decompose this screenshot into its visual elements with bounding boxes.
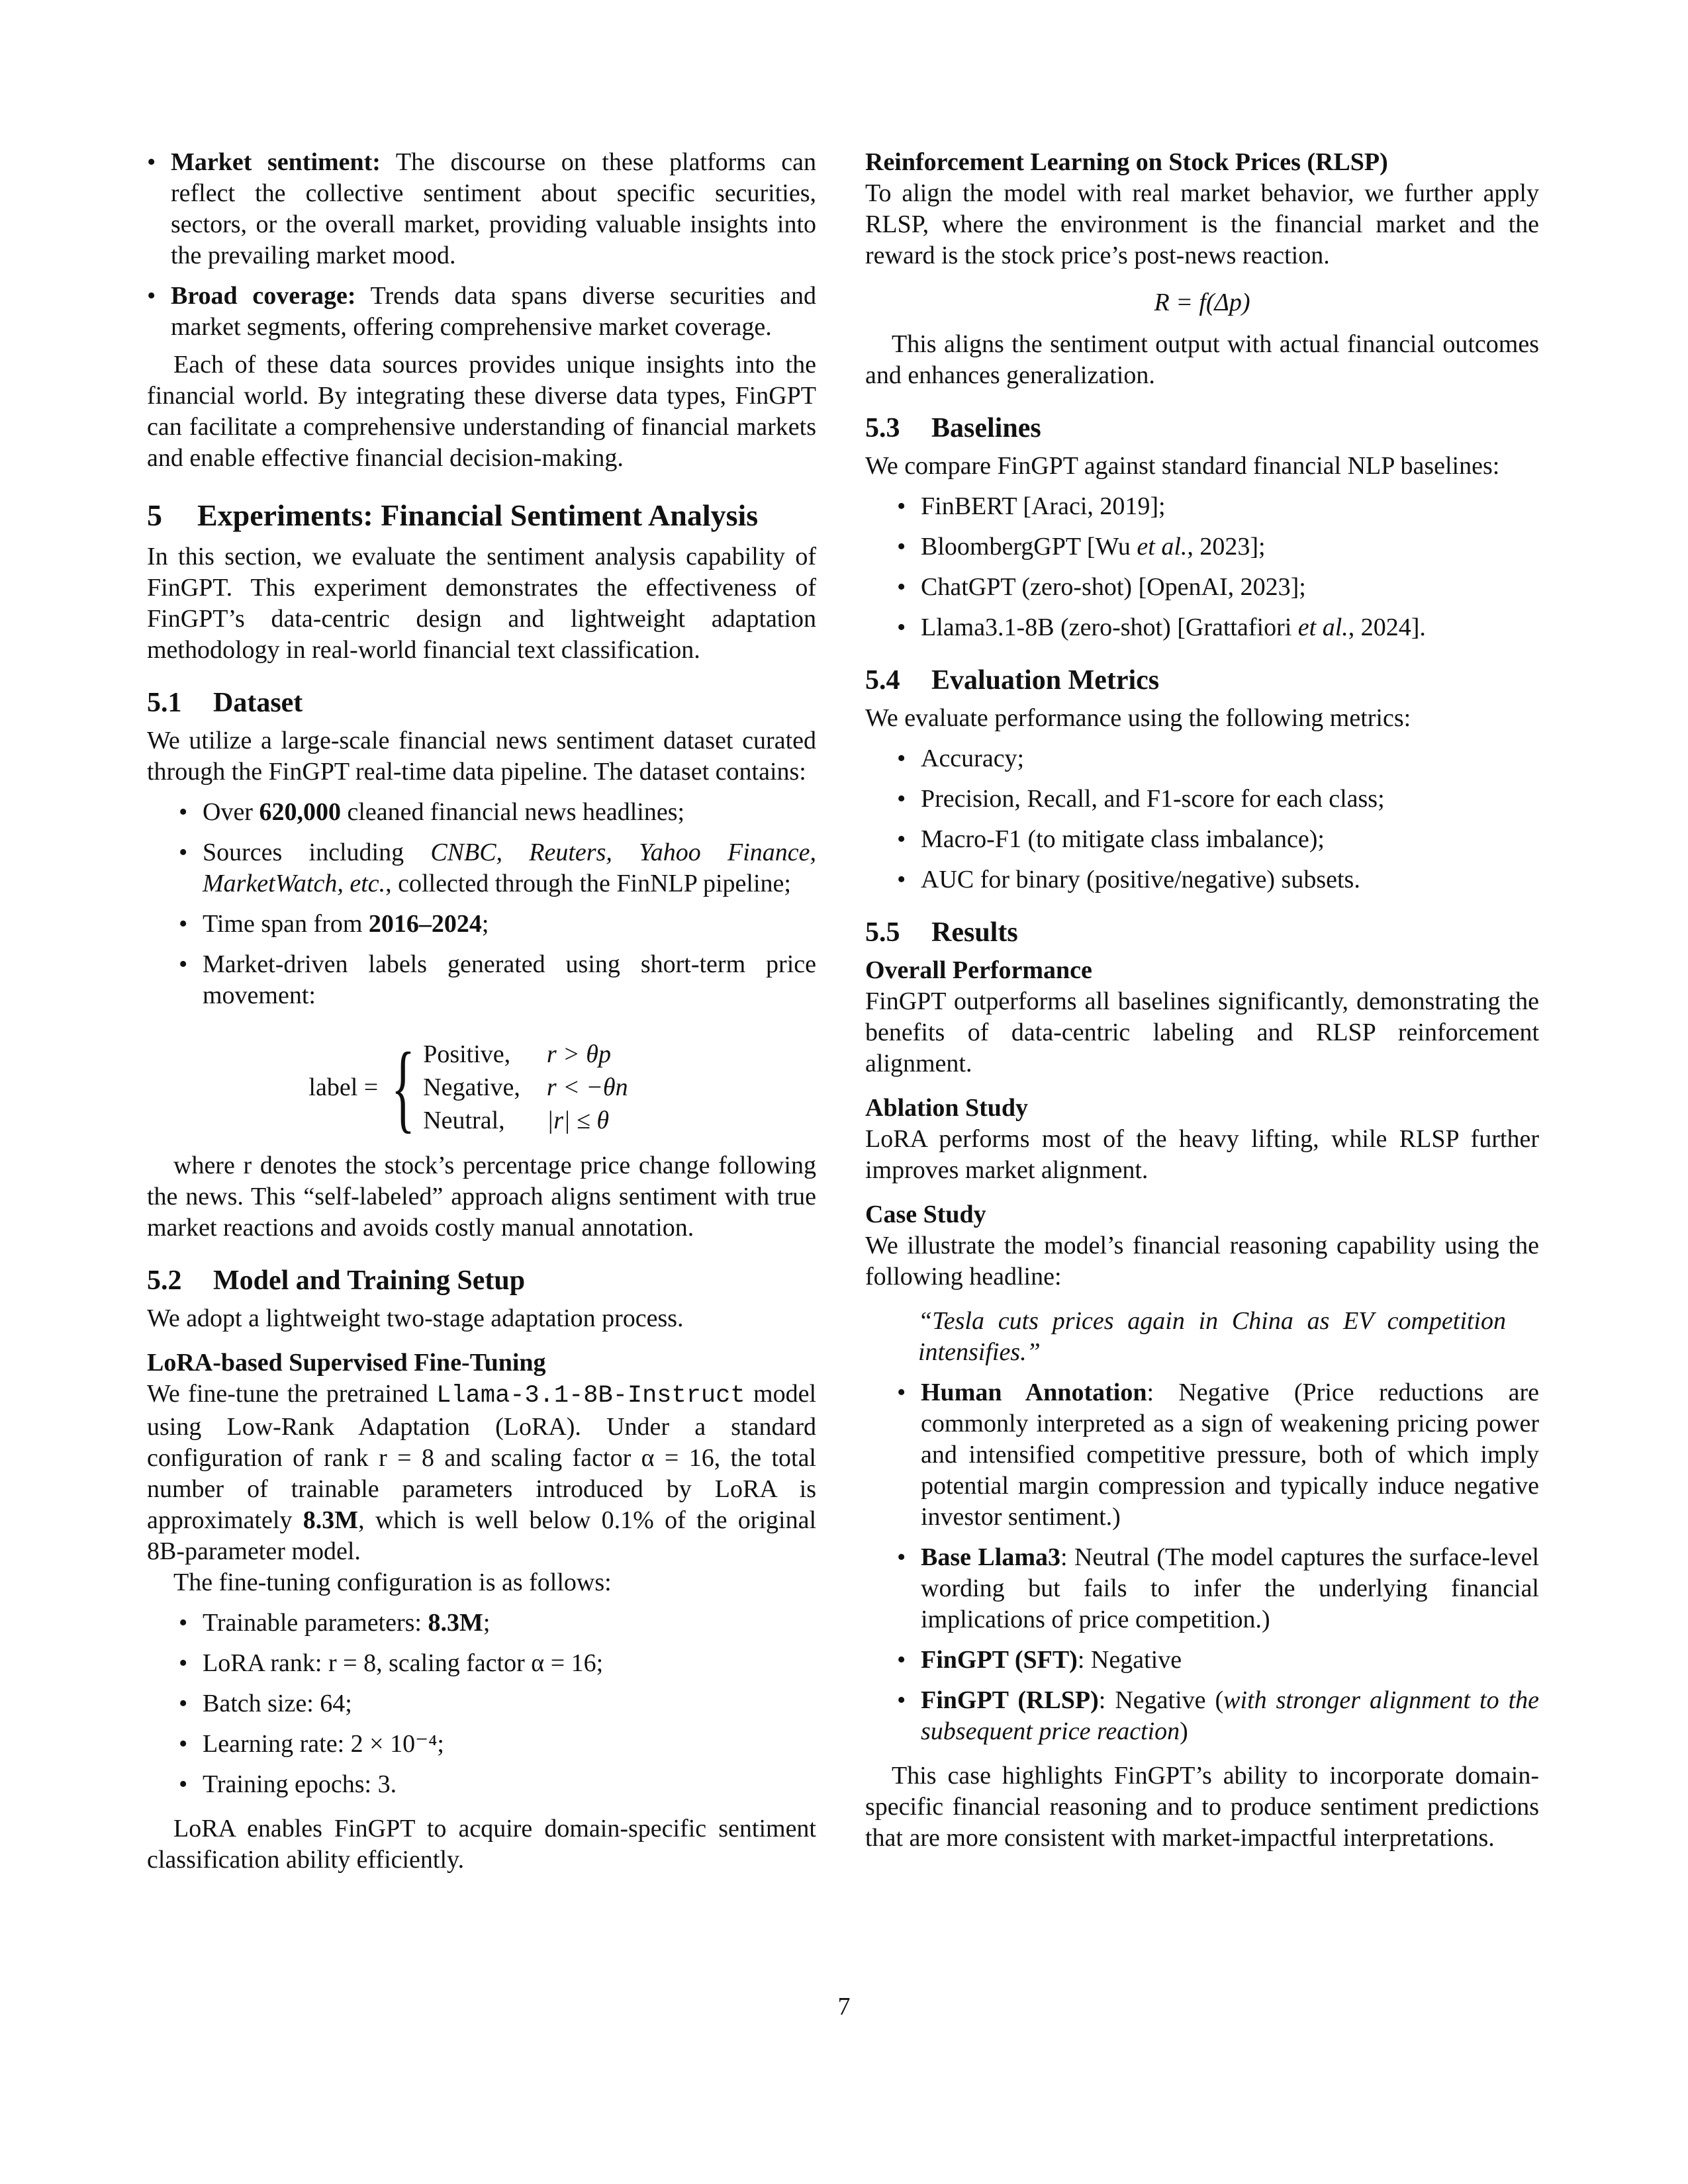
dataset-list xyxy=(147,797,816,1011)
case-label: Neutral, xyxy=(423,1107,505,1134)
headline-quote: “Tesla cuts prices again in China as EV competition intensifies.” xyxy=(918,1307,1506,1366)
list-item: • Training epochs: 3. xyxy=(147,1769,816,1800)
list-item: • Market sentiment: The discourse on these platforms can reflect the collective sentiment about specific securities, sectors, or the overall market, providing valuable insights into the prevailing market mood. xyxy=(147,147,816,271)
list-item: • FinGPT (RLSP): Negative (with stronger alignment to the subsequent price reaction) xyxy=(865,1685,1539,1747)
section-heading-5: 5 Experiments: Financial Sentiment Analysis xyxy=(147,498,759,532)
baselines-list xyxy=(865,491,1539,643)
paragraph: LoRA enables FinGPT to acquire domain-specific sentiment classification ability efficiently. xyxy=(147,1815,816,1874)
case-results-list xyxy=(865,1377,1539,1747)
paragraph: We utilize a large-scale financial news sentiment dataset curated through the FinGPT real-time data pipeline. The dataset contains: xyxy=(147,727,816,786)
list-item: • LoRA rank: r = 8, scaling factor α = 16; xyxy=(147,1648,816,1679)
paragraph: This aligns the sentiment output with actual financial outcomes and enhances generalization. xyxy=(865,330,1539,389)
paragraph: Each of these data sources provides unique insights into the financial world. By integrating these diverse data types, FinGPT can facilitate a comprehensive understanding of financial markets and enable effective financial decision-making. xyxy=(147,351,816,472)
model-name: Llama-3.1-8B-Instruct xyxy=(436,1382,745,1410)
section-heading-5-3: 5.3 Baselines xyxy=(865,413,1041,443)
section-heading-5-5: 5.5 Results xyxy=(865,917,1018,948)
list-item: • Broad coverage: Trends data spans diverse securities and market segments, offering comprehensive market coverage. xyxy=(147,281,816,343)
list-item: • Sources including CNBC, Reuters, Yahoo Finance, MarketWatch, etc., collected through the FinNLP pipeline; xyxy=(147,837,816,899)
left-brace: { xyxy=(391,1032,416,1142)
section-heading-5-4: 5.4 Evaluation Metrics xyxy=(865,665,1160,696)
paragraph: LoRA performs most of the heavy lifting, while RLSP further improves market alignment. xyxy=(865,1125,1539,1184)
case-condition: r < −θn xyxy=(546,1073,628,1101)
right-column xyxy=(865,147,1539,1854)
list-item: • Llama3.1-8B (zero-shot) [Grattafiori et al., 2024]. xyxy=(865,612,1539,643)
section-heading-5-1: 5.1 Dataset xyxy=(147,688,303,718)
list-item: • FinBERT [Araci, 2019]; xyxy=(865,491,1539,522)
equation-lhs: label = xyxy=(308,1073,379,1101)
paragraph: We adopt a lightweight two-stage adaptation process. xyxy=(147,1304,684,1332)
reward-equation: R = f(Δp) xyxy=(1154,289,1250,316)
equation-cases xyxy=(423,1038,654,1137)
paragraph: The fine-tuning configuration is as follows: xyxy=(173,1569,612,1596)
case-label: Positive, xyxy=(423,1040,511,1068)
paragraph: To align the model with real market behavior, we further apply RLSP, where the environment is the financial market and the reward is the stock price’s post-news reaction. xyxy=(865,179,1539,269)
label-equation xyxy=(147,1032,816,1142)
list-item: • ChatGPT (zero-shot) [OpenAI, 2023]; xyxy=(865,572,1539,603)
list-item: • Time span from 2016–2024; xyxy=(147,909,816,940)
list-item: • Market-driven labels generated using short-term price movement: xyxy=(147,949,816,1011)
list-item: • Base Llama3: Neutral (The model captures the surface-level wording but fails to infer the underlying financial implications of price competition.) xyxy=(865,1542,1539,1635)
paragraph: We evaluate performance using the following metrics: xyxy=(865,704,1411,732)
paragraph: This case highlights FinGPT’s ability to incorporate domain-specific financial reasoning and to produce sentiment predictions that are more consistent with market-impactful interpretations. xyxy=(865,1762,1539,1852)
case-condition: r > θp xyxy=(546,1040,611,1068)
page-number: 7 xyxy=(837,1993,851,2021)
paragraph: In this section, we evaluate the sentiment analysis capability of FinGPT. This experiment demonstrates the effectiveness of FinGPT’s data-centric design and lightweight adaptation methodology in real-world financial text classification. xyxy=(147,543,816,664)
subheading-ablation: Ablation Study xyxy=(865,1094,1029,1122)
list-item: • BloombergGPT [Wu et al., 2023]; xyxy=(865,531,1539,563)
list-item: • Learning rate: 2 × 10⁻⁴; xyxy=(147,1729,816,1760)
list-item: • Human Annotation: Negative (Price reductions are commonly interpreted as a sign of weakening pricing power and intensified competitive pressure, both of which imply potential margin compression and typically induce negative investor sentiment.) xyxy=(865,1377,1539,1533)
subheading-overall: Overall Performance xyxy=(865,956,1092,984)
case-condition: |r| ≤ θ xyxy=(546,1107,610,1134)
list-item: • Trainable parameters: 8.3M; xyxy=(147,1608,816,1639)
platform-features-list xyxy=(147,147,816,343)
list-item: • Over 620,000 cleaned financial news headlines; xyxy=(147,797,816,828)
list-item: • Macro-F1 (to mitigate class imbalance); xyxy=(865,824,1539,855)
paragraph: We compare FinGPT against standard financial NLP baselines: xyxy=(865,452,1500,480)
list-item: • Batch size: 64; xyxy=(147,1688,816,1719)
list-item: • Accuracy; xyxy=(865,743,1539,774)
metrics-list xyxy=(865,743,1539,895)
paragraph: where r denotes the stock’s percentage price change following the news. This “self-labeled” approach aligns sentiment with true market reactions and avoids costly manual annotation. xyxy=(147,1152,816,1242)
subheading-lora: LoRA-based Supervised Fine-Tuning xyxy=(147,1349,546,1377)
subheading-rlsp: Reinforcement Learning on Stock Prices (RLSP) xyxy=(865,148,1388,176)
list-item: • Precision, Recall, and F1-score for each class; xyxy=(865,784,1539,815)
config-list xyxy=(147,1608,816,1800)
paragraph: FinGPT outperforms all baselines significantly, demonstrating the benefits of data-centric labeling and RLSP reinforcement alignment. xyxy=(865,987,1539,1077)
left-column xyxy=(147,147,816,1876)
subheading-case: Case Study xyxy=(865,1201,986,1228)
paragraph: We fine-tune the pretrained Llama-3.1-8B-Instruct model using Low-Rank Adaptation (LoRA). Under a standard configuration of rank r = 8 and scaling factor α = 16, the total number of trainable parameters introduced by LoRA is approximately 8.3M, which is well below 0.1% of the original 8B-parameter model. xyxy=(147,1380,817,1565)
section-heading-5-2: 5.2 Model and Training Setup xyxy=(147,1265,526,1296)
case-label: Negative, xyxy=(423,1073,520,1101)
paragraph: We illustrate the model’s financial reasoning capability using the following headline: xyxy=(865,1232,1539,1291)
list-item: • FinGPT (SFT): Negative xyxy=(865,1645,1539,1676)
list-item: • AUC for binary (positive/negative) subsets. xyxy=(865,864,1539,895)
